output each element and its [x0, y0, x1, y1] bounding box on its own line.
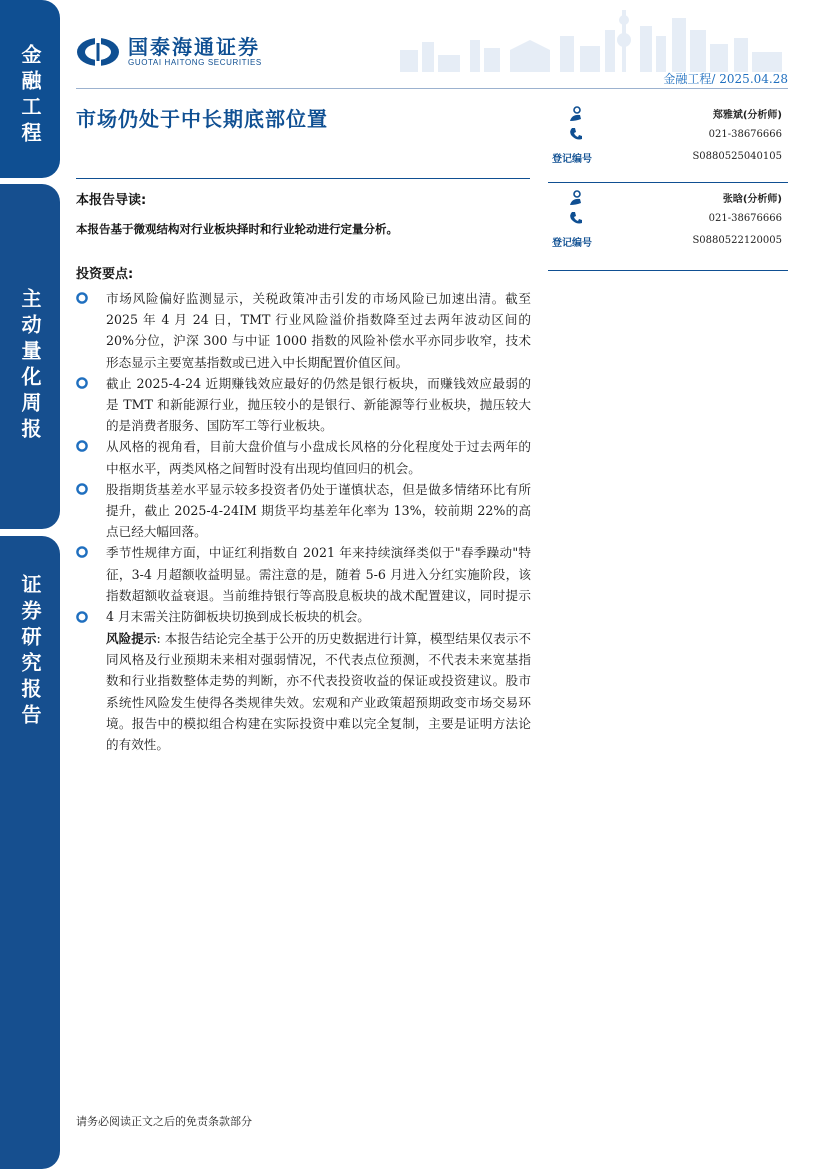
list-item [76, 542, 531, 627]
sidebar-tab-financial-engineering [0, 0, 60, 178]
point-text: 从风格的视角看，目前大盘价值与小盘成长风格的分化程度处于过去两年的中枢水平，两类风格之间暂时没有出现均值回归的机会。 [106, 439, 531, 476]
sidebar-tab-weekly-report [0, 184, 60, 529]
sidebar-tab-label: 主动量化周报 [18, 288, 42, 444]
company-logo [76, 36, 262, 67]
list-item [76, 436, 531, 478]
logo-text-en: GUOTAI HAITONG SECURITIES [128, 58, 262, 67]
analyst-card [548, 106, 788, 178]
risk-warning [106, 628, 531, 755]
header-date: 金融工程/ 2025.04.28 [663, 72, 788, 86]
point-text: 季节性规律方面，中证红利指数自 2021 年来持续演绎类似于"春季躁动"特征，3-4 月超额收益明显。需注意的是，随着 5-6 月进入分红实施阶段，该指数超额收益衰退。当前维持银行等高股息板块的战术配置建议，同时提示 4 月末需关注防御板块切换到成长板块的机会。 [106, 545, 531, 625]
point-text: 股指期货基差水平显示较多投资者仍处于谨慎状态，但是做多情绪环比有所提升，截止 2025-4-24IM 期货平均基差年化率为 13%，较前期 22%的高点已经大幅回落。 [106, 481, 531, 540]
analyst-card [548, 190, 788, 262]
analyst-phone: 021-38676666 [708, 129, 782, 140]
list-item [76, 479, 531, 543]
analyst-divider [548, 182, 788, 183]
analyst-reg-no: S0880525040105 [692, 151, 782, 162]
bullet-icon [76, 611, 88, 623]
risk-text: : 本报告结论完全基于公开的历史数据进行计算，模型结果仅表示不同风格及行业预期未来相对强弱情况，不代表点位预测，不代表未来宽基指数和行业指数整体走势的判断，亦不代表投资收益的保证或投资建议。股市系统性风险发生使得各类规律失效。宏观和产业政策超预期政变市场交易环境。报告中的模拟组合构建在实际投资中难以完全复制，主要是证明方法论的有效性。 [106, 631, 531, 753]
header-divider [76, 88, 788, 89]
analyst-divider [548, 270, 788, 271]
logo-text-cn: 国泰海通证券 [128, 35, 260, 59]
sidebar-tab-label: 证券研究报告 [18, 574, 42, 730]
disclaimer-footer: 请务必阅读正文之后的免责条款部分 [76, 1115, 252, 1128]
points-list [76, 288, 531, 627]
phone-icon [568, 126, 584, 142]
points-heading: 投资要点: [76, 267, 134, 282]
sidebar-tab-research-report [0, 536, 60, 1169]
reg-label: 登记编号 [552, 154, 592, 165]
sidebar-tab-label: 金融工程 [18, 44, 42, 148]
guide-summary: 本报告基于微观结构对行业板块择时和行业轮动进行定量分析。 [76, 222, 398, 236]
analyst-name: 张晗(分析师) [722, 194, 782, 205]
analyst-phone: 021-38676666 [708, 213, 782, 224]
bullet-icon [76, 440, 88, 452]
phone-icon [568, 210, 584, 226]
bullet-icon [76, 546, 88, 558]
person-icon [568, 190, 584, 206]
analyst-name: 郑雅斌(分析师) [712, 110, 782, 121]
list-item [76, 288, 531, 373]
person-icon [568, 106, 584, 122]
reg-label: 登记编号 [552, 238, 592, 249]
report-title: 市场仍处于中长期底部位置 [76, 107, 328, 131]
point-text: 截止 2025-4-24 近期赚钱效应最好的仍然是银行板块，而赚钱效应最弱的是 TMT 和新能源行业，抛压较小的是银行、新能源等行业板块，抛压较大的是消费者服务、国防军工等行业板块。 [106, 375, 531, 434]
guide-heading: 本报告导读: [76, 193, 147, 208]
point-text: 市场风险偏好监测显示，关税政策冲击引发的市场风险已加速出清。截至 2025 年 4 月 24 日，TMT 行业风险溢价指数降至过去两年波动区间的 20%分位，沪深 300 与中证 1000 指数的风险补偿水平亦同步收窄，技术形态显示主要宽基指数或已进入中长期配置价值区间。 [106, 291, 531, 370]
skyline-watermark [390, 0, 790, 72]
logo-mark-icon [76, 37, 120, 67]
bullet-icon [76, 377, 88, 389]
section-divider [76, 178, 530, 179]
analyst-reg-no: S0880522120005 [692, 235, 782, 246]
bullet-icon [76, 292, 88, 304]
list-item [76, 373, 531, 437]
bullet-icon [76, 483, 88, 495]
risk-label: 风险提示 [106, 631, 157, 646]
